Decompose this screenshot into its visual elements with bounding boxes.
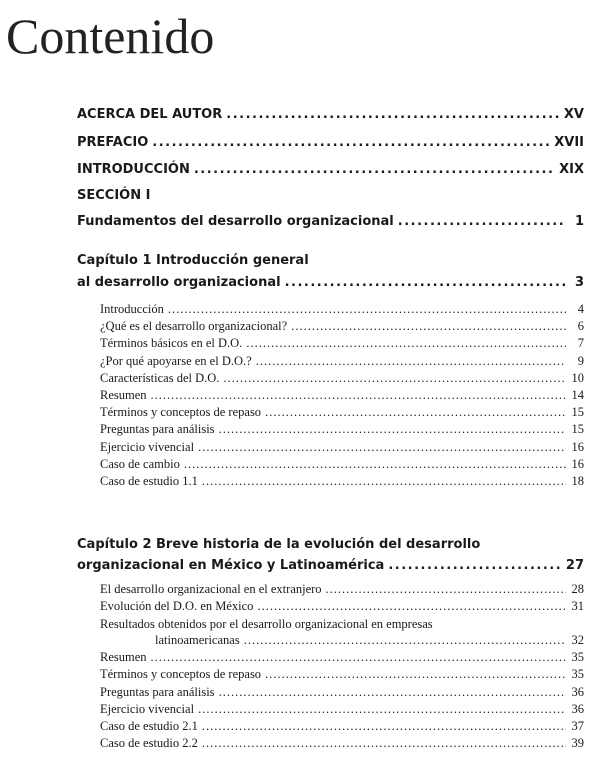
toc-entry[interactable] xyxy=(100,354,584,369)
dot-leader xyxy=(223,371,566,386)
page-number: 14 xyxy=(571,388,584,402)
page-number: 15 xyxy=(571,405,584,420)
page-number: 27 xyxy=(565,558,584,573)
page-number: XV xyxy=(563,107,584,122)
page-number: XIX xyxy=(559,162,584,177)
page-number: 35 xyxy=(571,667,584,682)
entry-label: ACERCA DEL AUTOR xyxy=(77,107,223,122)
page-number: 18 xyxy=(571,474,584,488)
page-number: 32 xyxy=(571,632,584,647)
toc-entry[interactable] xyxy=(100,371,584,386)
dot-leader xyxy=(202,736,566,751)
page-number: 35 xyxy=(571,649,584,664)
page-number: 15 xyxy=(571,422,584,437)
toc-entry[interactable] xyxy=(100,422,584,437)
toc-entry[interactable] xyxy=(100,302,584,317)
toc-entry[interactable] xyxy=(100,405,584,420)
chapter-heading: Capítulo 1 Introducción general xyxy=(77,253,309,268)
dot-leader xyxy=(151,650,566,665)
entry-label: Caso de estudio 1.1 xyxy=(100,474,198,488)
entry-label: ¿Qué es el desarrollo organizacional? xyxy=(100,319,288,334)
toc-entry[interactable] xyxy=(100,667,584,682)
page-number: 36 xyxy=(571,701,584,716)
entry-label: Términos y conceptos de repaso xyxy=(100,667,262,682)
toc-entry-front[interactable] xyxy=(77,107,584,122)
toc-entry-front[interactable] xyxy=(77,135,584,150)
page-title: Contenido xyxy=(6,8,215,64)
dot-leader xyxy=(198,440,566,455)
dot-leader xyxy=(398,214,566,229)
entry-label: Términos y conceptos de repaso xyxy=(100,405,262,420)
toc-entry[interactable] xyxy=(100,650,584,665)
entry-label: Resumen xyxy=(100,649,147,664)
dot-leader xyxy=(152,135,550,150)
entry-label: latinoamericanas xyxy=(155,632,240,647)
entry-label: Resumen xyxy=(100,388,147,402)
page-number: 39 xyxy=(571,736,584,751)
page-number: 37 xyxy=(571,719,584,734)
toc-entry-label: Resultados obtenidos por el desarrollo organizacional en empresas xyxy=(100,616,433,631)
toc-entry[interactable] xyxy=(100,685,584,700)
entry-label: Preguntas para análisis xyxy=(100,684,215,699)
page-number: 6 xyxy=(577,319,584,334)
toc-entry[interactable] xyxy=(100,457,584,472)
entry-label: PREFACIO xyxy=(77,135,149,150)
entry-label: Términos básicos en el D.O. xyxy=(100,336,243,351)
toc-entry-front[interactable] xyxy=(77,162,584,177)
dot-leader xyxy=(326,582,566,597)
dot-leader xyxy=(219,422,566,437)
toc-entry[interactable] xyxy=(100,336,584,351)
toc-entry[interactable] xyxy=(100,736,584,751)
dot-leader xyxy=(388,558,562,573)
toc-entry-chapter[interactable] xyxy=(77,275,584,290)
chapter-heading: Capítulo 2 Breve historia de la evolución del desarrollo xyxy=(77,537,481,552)
dot-leader xyxy=(256,354,566,369)
entry-label: Fundamentos del desarrollo organizacional xyxy=(77,214,394,229)
page-number: 3 xyxy=(574,275,584,290)
entry-label: El desarrollo organizacional en el extranjero xyxy=(100,582,322,596)
toc-entry[interactable] xyxy=(100,474,584,489)
entry-label: Ejercicio vivencial xyxy=(100,701,195,716)
entry-label: Caso de estudio 2.2 xyxy=(100,736,198,751)
page-number: 10 xyxy=(571,370,584,385)
section-heading: SECCIÓN I xyxy=(77,188,151,203)
dot-leader xyxy=(244,633,566,648)
page-number: 36 xyxy=(571,684,584,699)
entry-label: Caso de cambio xyxy=(100,456,180,471)
entry-label: Preguntas para análisis xyxy=(100,422,215,437)
dot-leader xyxy=(226,107,560,122)
dot-leader xyxy=(246,336,566,351)
page-number: 16 xyxy=(571,439,584,454)
dot-leader xyxy=(265,405,566,420)
entry-label: organizacional en México y Latinoamérica xyxy=(77,558,385,573)
entry-label: Caso de estudio 2.1 xyxy=(100,719,198,734)
dot-leader xyxy=(202,474,566,489)
toc-entry[interactable] xyxy=(100,582,584,597)
toc-entry[interactable] xyxy=(100,388,584,403)
toc-entry-section[interactable] xyxy=(77,214,584,229)
toc-entry-chapter[interactable] xyxy=(77,558,584,573)
dot-leader xyxy=(194,162,555,177)
page-number: 16 xyxy=(571,456,584,471)
toc-entry[interactable] xyxy=(155,633,584,648)
toc-entry[interactable] xyxy=(100,719,584,734)
page-number: 28 xyxy=(571,582,584,596)
dot-leader xyxy=(291,319,566,334)
entry-label: INTRODUCCIÓN xyxy=(77,162,190,177)
page-number: 4 xyxy=(577,302,584,316)
entry-label: ¿Por qué apoyarse en el D.O.? xyxy=(100,353,252,368)
dot-leader xyxy=(257,599,566,614)
dot-leader xyxy=(151,388,566,403)
entry-label: al desarrollo organizacional xyxy=(77,275,281,290)
entry-label: Evolución del D.O. en México xyxy=(100,599,254,614)
page-number: 7 xyxy=(577,336,584,351)
page-number: XVII xyxy=(554,135,584,150)
toc-entry[interactable] xyxy=(100,702,584,717)
dot-leader xyxy=(285,275,566,290)
toc-entry[interactable] xyxy=(100,440,584,455)
dot-leader xyxy=(198,702,566,717)
entry-label: Introducción xyxy=(100,302,164,316)
dot-leader xyxy=(168,302,566,317)
toc-entry[interactable] xyxy=(100,319,584,334)
dot-leader xyxy=(184,457,566,472)
entry-label: Ejercicio vivencial xyxy=(100,439,195,454)
dot-leader xyxy=(265,667,566,682)
page-number: 31 xyxy=(571,599,584,614)
dot-leader xyxy=(202,719,566,734)
page-number: 9 xyxy=(577,353,584,368)
page-number: 1 xyxy=(574,214,584,229)
toc-entry[interactable] xyxy=(100,599,584,614)
entry-label: Características del D.O. xyxy=(100,370,220,385)
dot-leader xyxy=(219,685,566,700)
